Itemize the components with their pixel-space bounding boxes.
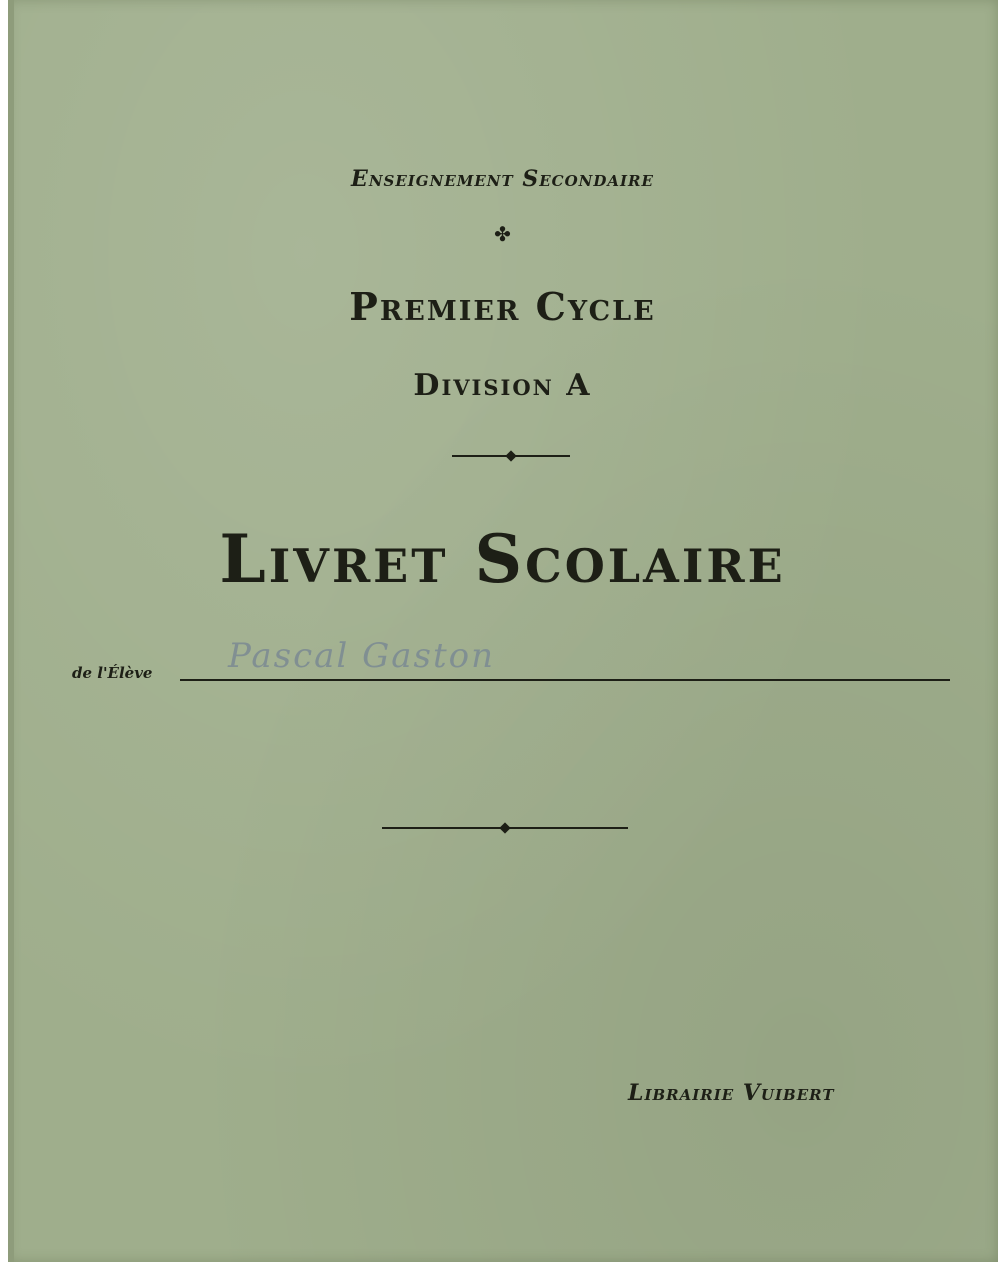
student-name-handwritten: Pascal Gaston xyxy=(228,636,495,676)
division-heading: Division A xyxy=(413,368,592,403)
cycle-heading: Premier Cycle xyxy=(349,284,656,329)
page-title: Livret Scolaire xyxy=(219,520,786,598)
supertitle: Enseignement Secondaire xyxy=(351,166,654,192)
student-label: de l'Élève xyxy=(72,664,153,682)
student-name-line xyxy=(180,679,950,681)
publisher-imprint: Librairie Vuibert xyxy=(628,1080,835,1106)
flower-ornament-icon: ✤ xyxy=(494,222,511,246)
